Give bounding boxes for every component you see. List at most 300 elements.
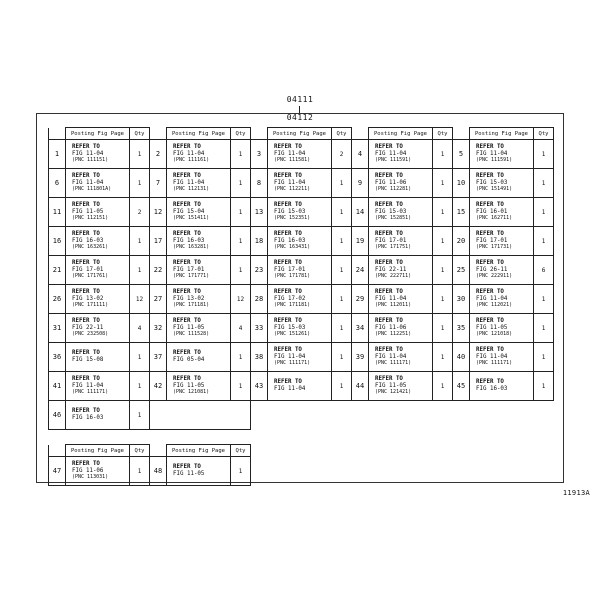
header-index-blank (49, 445, 66, 457)
fig-reference: FIG 13-02 (72, 295, 104, 302)
callout-number: 27 (150, 285, 167, 314)
callout-number: 11 (49, 198, 66, 227)
refer-to-text: REFER TO (274, 346, 302, 353)
pnc-reference: (PNC 171751) (375, 244, 412, 251)
quantity-cell: 1 (332, 256, 352, 285)
fig-reference: FIG 16-03 (173, 237, 205, 244)
parts-row (49, 227, 554, 256)
pnc-reference: (PNC 111591) (375, 157, 412, 164)
reference-cell (268, 140, 332, 169)
quantity-cell: 1 (433, 227, 453, 256)
callout-number: 12 (150, 198, 167, 227)
callout-number: 42 (150, 372, 167, 401)
callout-number: 19 (352, 227, 369, 256)
fig-reference: FIG 11-04 (72, 150, 104, 157)
header-qty: Qty (332, 128, 352, 140)
refer-to-text: REFER TO (72, 350, 100, 357)
callout-number: 17 (150, 227, 167, 256)
refer-to-text: REFER TO (72, 172, 100, 179)
callout-number: 3 (251, 140, 268, 169)
quantity-cell: 1 (433, 343, 453, 372)
callout-number: 35 (453, 314, 470, 343)
refer-to-text: REFER TO (274, 259, 302, 266)
reference-cell (470, 314, 534, 343)
quantity-cell: 1 (130, 457, 150, 486)
refer-to-text: REFER TO (375, 259, 403, 266)
callout-number: 4 (352, 140, 369, 169)
pnc-reference: (PNC 112281) (375, 186, 412, 193)
reference-cell (66, 140, 130, 169)
reference-cell (470, 169, 534, 198)
fig-reference: FIG 05-04 (173, 357, 205, 363)
empty-cell (251, 401, 352, 430)
pnc-reference: (PNC 112211) (274, 186, 311, 193)
callout-number: 23 (251, 256, 268, 285)
fig-reference: FIG 11-04 (274, 150, 306, 157)
fig-reference: FIG 11-06 (375, 179, 407, 186)
reference-cell (167, 227, 231, 256)
header-qty: Qty (231, 128, 251, 140)
reference-cell (66, 401, 130, 430)
refer-to-text: REFER TO (173, 230, 201, 237)
reference-cell (369, 169, 433, 198)
quantity-cell: 1 (433, 198, 453, 227)
fig-reference: FIG 15-03 (375, 208, 407, 215)
reference-cell (66, 457, 130, 486)
quantity-cell: 1 (433, 285, 453, 314)
callout-number: 36 (49, 343, 66, 372)
header-posting-fig-page: Posting Fig Page (167, 128, 231, 140)
pnc-reference: (PNC 112151) (72, 215, 109, 222)
reference-cell (470, 256, 534, 285)
refer-to-text: REFER TO (72, 375, 100, 382)
refer-to-text: REFER TO (375, 346, 403, 353)
reference-cell (66, 285, 130, 314)
parts-row (49, 140, 554, 169)
refer-to-text: REFER TO (274, 172, 302, 179)
reference-cell (268, 314, 332, 343)
quantity-cell: 1 (231, 198, 251, 227)
refer-to-text: REFER TO (173, 375, 201, 382)
column-header-row (49, 128, 554, 140)
fig-reference: FIG 17-02 (274, 295, 306, 302)
refer-to-text: REFER TO (173, 464, 201, 471)
pnc-reference: (PNC 163261) (72, 244, 109, 251)
fig-reference: FIG 16-03 (476, 386, 508, 392)
refer-to-text: REFER TO (476, 143, 504, 150)
fig-reference: FIG 11-06 (72, 467, 104, 474)
refer-to-text: REFER TO (476, 379, 504, 386)
refer-to-text: REFER TO (72, 288, 100, 295)
refer-to-text: REFER TO (72, 201, 100, 208)
quantity-cell: 1 (332, 372, 352, 401)
callout-number: 33 (251, 314, 268, 343)
reference-cell (369, 256, 433, 285)
pnc-reference: (PNC 111151) (72, 157, 109, 164)
header-qty: Qty (130, 128, 150, 140)
callout-number: 39 (352, 343, 369, 372)
pnc-reference: (PNC 121018) (476, 331, 513, 338)
quantity-cell: 1 (332, 285, 352, 314)
callout-number: 5 (453, 140, 470, 169)
reference-cell (470, 198, 534, 227)
parts-row (49, 169, 554, 198)
reference-cell (167, 285, 231, 314)
reference-cell (470, 227, 534, 256)
fig-reference: FIG 11-05 (173, 324, 205, 331)
fig-reference: FIG 16-03 (72, 415, 104, 421)
callout-number: 37 (150, 343, 167, 372)
fig-reference: FIG 17-01 (375, 237, 407, 244)
reference-cell (470, 372, 534, 401)
callout-number: 30 (453, 285, 470, 314)
reference-cell (268, 169, 332, 198)
quantity-cell: 12 (231, 285, 251, 314)
fig-reference: FIG 11-04 (274, 386, 306, 392)
pnc-reference: (PNC 112011) (375, 302, 412, 309)
quantity-cell: 1 (332, 198, 352, 227)
refer-to-text: REFER TO (274, 143, 302, 150)
fig-reference: FIG 22-11 (375, 266, 407, 273)
pnc-reference: (PNC 121081) (173, 389, 210, 396)
callout-number: 20 (453, 227, 470, 256)
fig-reference: FIG 17-01 (173, 266, 205, 273)
quantity-cell: 1 (534, 372, 554, 401)
fig-reference: FIG 11-04 (274, 179, 306, 186)
empty-cell (150, 401, 251, 430)
fig-reference: FIG 15-08 (72, 357, 104, 363)
quantity-cell: 1 (231, 169, 251, 198)
callout-number: 26 (49, 285, 66, 314)
fig-reference: FIG 15-03 (274, 324, 306, 331)
header-index-blank (150, 128, 167, 140)
quantity-cell: 1 (130, 401, 150, 430)
pnc-reference: (PNC 112251) (375, 331, 412, 338)
reference-cell (369, 372, 433, 401)
callout-number: 41 (49, 372, 66, 401)
reference-cell (66, 227, 130, 256)
reference-cell (167, 256, 231, 285)
fig-reference: FIG 11-04 (375, 353, 407, 360)
reference-cell (369, 285, 433, 314)
refer-to-text: REFER TO (375, 230, 403, 237)
refer-to-text: REFER TO (476, 230, 504, 237)
pnc-reference: (PNC 151491) (476, 186, 513, 193)
pnc-reference: (PNC 171181) (173, 302, 210, 309)
quantity-cell: 1 (332, 343, 352, 372)
parts-row (49, 256, 554, 285)
callout-number: 47 (49, 457, 66, 486)
pnc-reference: (PNC 111801A) (72, 186, 112, 193)
refer-to-text: REFER TO (173, 172, 201, 179)
pnc-reference: (PNC 171731) (476, 244, 513, 251)
reference-cell (167, 372, 231, 401)
quantity-cell: 4 (130, 314, 150, 343)
refer-to-text: REFER TO (375, 143, 403, 150)
refer-to-text: REFER TO (72, 230, 100, 237)
header-posting-fig-page: Posting Fig Page (268, 128, 332, 140)
empty-cell (453, 401, 554, 430)
quantity-cell: 1 (534, 227, 554, 256)
reference-cell (369, 314, 433, 343)
fig-reference: FIG 11-05 (72, 208, 104, 215)
reference-cell (369, 343, 433, 372)
refer-to-text: REFER TO (173, 201, 201, 208)
callout-number: 7 (150, 169, 167, 198)
refer-to-text: REFER TO (173, 259, 201, 266)
quantity-cell: 2 (332, 140, 352, 169)
refer-to-text: REFER TO (274, 288, 302, 295)
refer-to-text: REFER TO (476, 259, 504, 266)
quantity-cell: 1 (534, 285, 554, 314)
pnc-reference: (PNC 111171) (375, 360, 412, 367)
reference-cell (470, 343, 534, 372)
quantity-cell: 1 (130, 227, 150, 256)
quantity-cell: 2 (130, 198, 150, 227)
refer-to-text: REFER TO (274, 230, 302, 237)
callout-number: 44 (352, 372, 369, 401)
quantity-cell: 6 (534, 256, 554, 285)
refer-to-text: REFER TO (72, 143, 100, 150)
reference-cell (268, 285, 332, 314)
quantity-cell: 1 (130, 169, 150, 198)
quantity-cell: 1 (332, 314, 352, 343)
fig-reference: FIG 15-04 (173, 208, 205, 215)
quantity-cell: 1 (332, 227, 352, 256)
pnc-reference: (PNC 111161) (173, 157, 210, 164)
pnc-reference: (PNC 162711) (476, 215, 513, 222)
fig-reference: FIG 11-04 (476, 295, 508, 302)
refer-to-text: REFER TO (274, 317, 302, 324)
reference-cell (66, 169, 130, 198)
quantity-cell: 1 (534, 314, 554, 343)
header-posting-fig-page: Posting Fig Page (66, 445, 130, 457)
empty-cell (352, 401, 453, 430)
fig-reference: FIG 16-03 (274, 237, 306, 244)
pnc-reference: (PNC 113031) (72, 474, 109, 481)
callout-number: 9 (352, 169, 369, 198)
callout-number: 38 (251, 343, 268, 372)
fig-reference: FIG 11-05 (173, 382, 205, 389)
callout-number: 40 (453, 343, 470, 372)
callout-number: 2 (150, 140, 167, 169)
reference-cell (167, 457, 231, 486)
callout-number: 46 (49, 401, 66, 430)
quantity-cell: 1 (130, 256, 150, 285)
callout-number: 13 (251, 198, 268, 227)
drawing-number: 11913A (562, 489, 590, 497)
pnc-reference: (PNC 151411) (173, 215, 210, 222)
fig-reference: FIG 11-04 (72, 382, 104, 389)
top-figure-code: 04111 (286, 95, 314, 104)
quantity-cell: 1 (231, 457, 251, 486)
main-parts-table (48, 127, 554, 430)
header-index-blank (49, 128, 66, 140)
fig-reference: FIG 11-04 (375, 150, 407, 157)
refer-to-text: REFER TO (72, 460, 100, 467)
quantity-cell: 1 (534, 169, 554, 198)
reference-cell (66, 372, 130, 401)
header-qty: Qty (433, 128, 453, 140)
quantity-cell: 1 (433, 140, 453, 169)
refer-to-text: REFER TO (173, 288, 201, 295)
callout-number: 1 (49, 140, 66, 169)
reference-cell (167, 343, 231, 372)
header-index-blank (453, 128, 470, 140)
quantity-cell: 1 (534, 140, 554, 169)
fig-reference: FIG 11-04 (476, 150, 508, 157)
fig-reference: FIG 11-05 (375, 382, 407, 389)
reference-cell (268, 256, 332, 285)
pnc-reference: (PNC 222911) (476, 273, 513, 280)
refer-to-text: REFER TO (375, 288, 403, 295)
callout-number: 48 (150, 457, 167, 486)
parts-row (49, 343, 554, 372)
refer-to-text: REFER TO (173, 317, 201, 324)
pnc-reference: (PNC 171181) (274, 302, 311, 309)
pnc-reference: (PNC 171781) (274, 273, 311, 280)
callout-number: 22 (150, 256, 167, 285)
quantity-cell: 1 (231, 256, 251, 285)
pnc-reference: (PNC 151261) (274, 331, 311, 338)
fig-reference: FIG 26-11 (476, 266, 508, 273)
pnc-reference: (PNC 111591) (476, 157, 513, 164)
callout-number: 28 (251, 285, 268, 314)
pnc-reference: (PNC 111171) (476, 360, 513, 367)
fig-reference: FIG 11-04 (375, 295, 407, 302)
reference-cell (268, 343, 332, 372)
reference-cell (369, 198, 433, 227)
quantity-cell: 1 (433, 256, 453, 285)
pnc-reference: (PNC 163431) (274, 244, 311, 251)
quantity-cell: 1 (332, 169, 352, 198)
callout-number: 10 (453, 169, 470, 198)
reference-cell (167, 314, 231, 343)
fig-reference: FIG 17-01 (274, 266, 306, 273)
fig-reference: FIG 16-03 (72, 237, 104, 244)
quantity-cell: 1 (130, 140, 150, 169)
refer-to-text: REFER TO (476, 201, 504, 208)
quantity-cell: 1 (130, 372, 150, 401)
fig-reference: FIG 17-01 (72, 266, 104, 273)
quantity-cell: 12 (130, 285, 150, 314)
fig-reference: FIG 11-05 (476, 324, 508, 331)
quantity-cell: 1 (433, 314, 453, 343)
parts-row (49, 457, 251, 486)
refer-to-text: REFER TO (72, 317, 100, 324)
pnc-reference: (PNC 111171) (274, 360, 311, 367)
reference-cell (268, 198, 332, 227)
pnc-reference: (PNC 171771) (173, 273, 210, 280)
header-posting-fig-page: Posting Fig Page (66, 128, 130, 140)
refer-to-text: REFER TO (173, 350, 201, 357)
fig-reference: FIG 11-04 (274, 353, 306, 360)
refer-to-text: REFER TO (375, 172, 403, 179)
header-qty: Qty (534, 128, 554, 140)
pnc-reference: (PNC 152851) (375, 215, 412, 222)
refer-to-text: REFER TO (274, 379, 302, 386)
fig-reference: FIG 11-04 (476, 353, 508, 360)
reference-cell (66, 343, 130, 372)
pnc-reference: (PNC 163281) (173, 244, 210, 251)
parts-row (49, 372, 554, 401)
refer-to-text: REFER TO (72, 259, 100, 266)
pnc-reference: (PNC 171761) (72, 273, 109, 280)
callout-number: 14 (352, 198, 369, 227)
quantity-cell: 1 (231, 343, 251, 372)
reference-cell (470, 140, 534, 169)
reference-cell (268, 372, 332, 401)
fig-reference: FIG 16-01 (476, 208, 508, 215)
fig-reference: FIG 11-06 (375, 324, 407, 331)
parts-row (49, 314, 554, 343)
callout-number: 45 (453, 372, 470, 401)
quantity-cell: 1 (231, 372, 251, 401)
pnc-reference: (PNC 171111) (72, 302, 109, 309)
pnc-reference: (PNC 232508) (72, 331, 109, 338)
parts-row (49, 401, 554, 430)
reference-cell (66, 314, 130, 343)
header-index-blank (352, 128, 369, 140)
pnc-reference: (PNC 111528) (173, 331, 210, 338)
fig-reference: FIG 22-11 (72, 324, 104, 331)
header-index-blank (150, 445, 167, 457)
callout-number: 6 (49, 169, 66, 198)
callout-number: 21 (49, 256, 66, 285)
refer-to-text: REFER TO (375, 375, 403, 382)
callout-number: 34 (352, 314, 369, 343)
refer-to-text: REFER TO (476, 172, 504, 179)
pnc-reference: (PNC 111171) (72, 389, 109, 396)
parts-row (49, 198, 554, 227)
quantity-cell: 1 (433, 169, 453, 198)
column-header-row (49, 445, 251, 457)
reference-cell (369, 140, 433, 169)
header-qty: Qty (130, 445, 150, 457)
header-posting-fig-page: Posting Fig Page (369, 128, 433, 140)
refer-to-text: REFER TO (173, 143, 201, 150)
refer-to-text: REFER TO (274, 201, 302, 208)
callout-number: 18 (251, 227, 268, 256)
fig-reference: FIG 15-03 (476, 179, 508, 186)
fig-reference: FIG 11-04 (72, 179, 104, 186)
reference-cell (369, 227, 433, 256)
quantity-cell: 1 (231, 227, 251, 256)
header-index-blank (251, 128, 268, 140)
pnc-reference: (PNC 112131) (173, 186, 210, 193)
fig-reference: FIG 13-02 (173, 295, 205, 302)
refer-to-text: REFER TO (375, 201, 403, 208)
pnc-reference: (PNC 121421) (375, 389, 412, 396)
header-posting-fig-page: Posting Fig Page (167, 445, 231, 457)
quantity-cell: 1 (130, 343, 150, 372)
quantity-cell: 4 (231, 314, 251, 343)
quantity-cell: 1 (534, 198, 554, 227)
reference-cell (167, 169, 231, 198)
pnc-reference: (PNC 152351) (274, 215, 311, 222)
fig-reference: FIG 15-03 (274, 208, 306, 215)
fig-reference: FIG 11-04 (173, 179, 205, 186)
refer-to-text: REFER TO (476, 346, 504, 353)
reference-cell (66, 256, 130, 285)
reference-cell (167, 140, 231, 169)
fig-reference: FIG 11-04 (173, 150, 205, 157)
frame-figure-code: 04112 (286, 113, 314, 122)
callout-number: 31 (49, 314, 66, 343)
callout-number: 16 (49, 227, 66, 256)
reference-cell (470, 285, 534, 314)
callout-number: 32 (150, 314, 167, 343)
